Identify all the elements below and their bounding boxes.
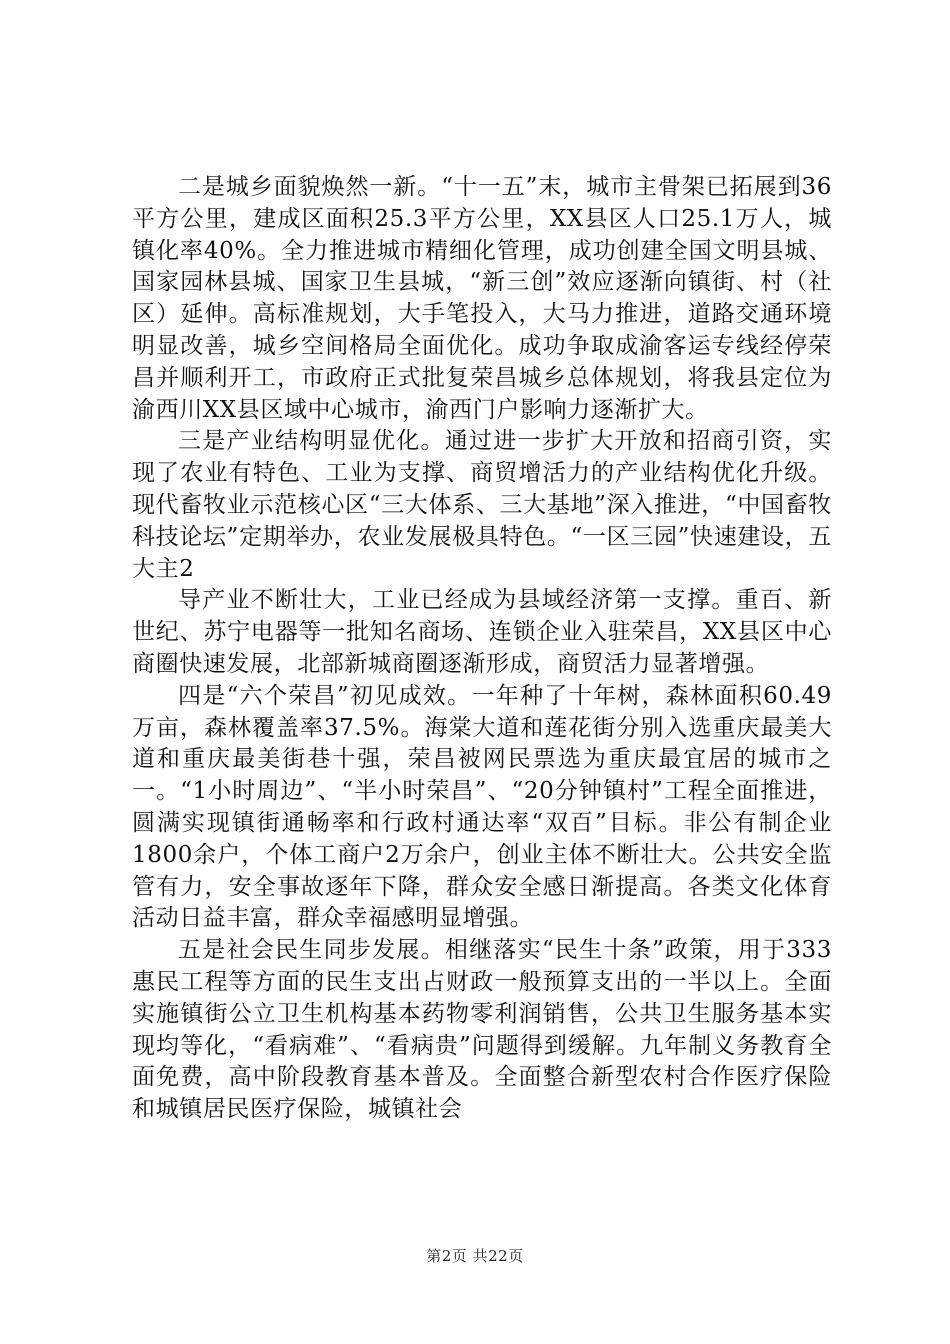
paragraph-industry-structure: 三是产业结构明显优化。通过进一步扩大开放和招商引资，实现了农业有特色、工业为支撑、商贸增活力的产业结构优化升级。现代畜牧业示范核心区“三大体系、三大基地”深入推进，“中国畜牧科技论坛”定期举办，农业发展极具特色。“一区三园”快速建设，五大主2	[132, 428, 832, 582]
paragraph-livelihood: 五是社会民生同步发展。相继落实“民生十条”政策，用于333惠民工程等方面的民生支出占财政一般预算支出的一半以上。全面实施镇街公立卫生机构基本药物零利润销售，公共卫生服务基本实现均等化，“看病难”、“看病贵”问题得到缓解。九年制义务教育全面免费，高中阶段教育基本普及。全面整合新型农村合作医疗保险和城镇居民医疗保险，城镇社会	[132, 937, 832, 1123]
page-number-footer: 第2页 共22页	[426, 1247, 524, 1265]
paragraph-industry-continued: 导产业不断壮大，工业已经成为县域经济第一支撑。重百、新世纪、苏宁电器等一批知名商场、连锁企业入驻荣昌，XX县区中心商圈快速发展，北部新城商圈逐渐形成，商贸活力显著增强。	[132, 587, 832, 677]
paragraph-six-rongchang: 四是“六个荣昌”初见成效。一年种了十年树，森林面积60.49万亩，森林覆盖率37.5%。海棠大道和莲花街分别入选重庆最美大道和重庆最美街巷十强，荣昌被网民票选为重庆最宜居的城市之一。“1小时周边”、“半小时荣昌”、“20分钟镇村”工程全面推进，圆满实现镇街通畅率和行政村通达率“双百”目标。非公有制企业1800余户，个体工商户2万余户，创业主体不断壮大。公共安全监管有力，安全事故逐年下降，群众安全感日渐提高。各类文化体育活动日益丰富，群众幸福感明显增强。	[132, 682, 832, 932]
document-body	[132, 172, 832, 1126]
paragraph-urban-rural: 二是城乡面貌焕然一新。“十一五”末，城市主骨架已拓展到36平方公里，建成区面积25.3平方公里，XX县区人口25.1万人，城镇化率40%。全力推进城市精细化管理，成功创建全国文明县城、国家园林县城、国家卫生县城，“新三创”效应逐渐向镇街、村（社区）延伸。高标准规划，大手笔投入，大马力推进，道路交通环境明显改善，城乡空间格局全面优化。成功争取成渝客运专线经停荣昌并顺利开工，市政府正式批复荣昌城乡总体规划，将我县定位为渝西川XX县区域中心城市，渝西门户影响力逐渐扩大。	[132, 174, 832, 423]
